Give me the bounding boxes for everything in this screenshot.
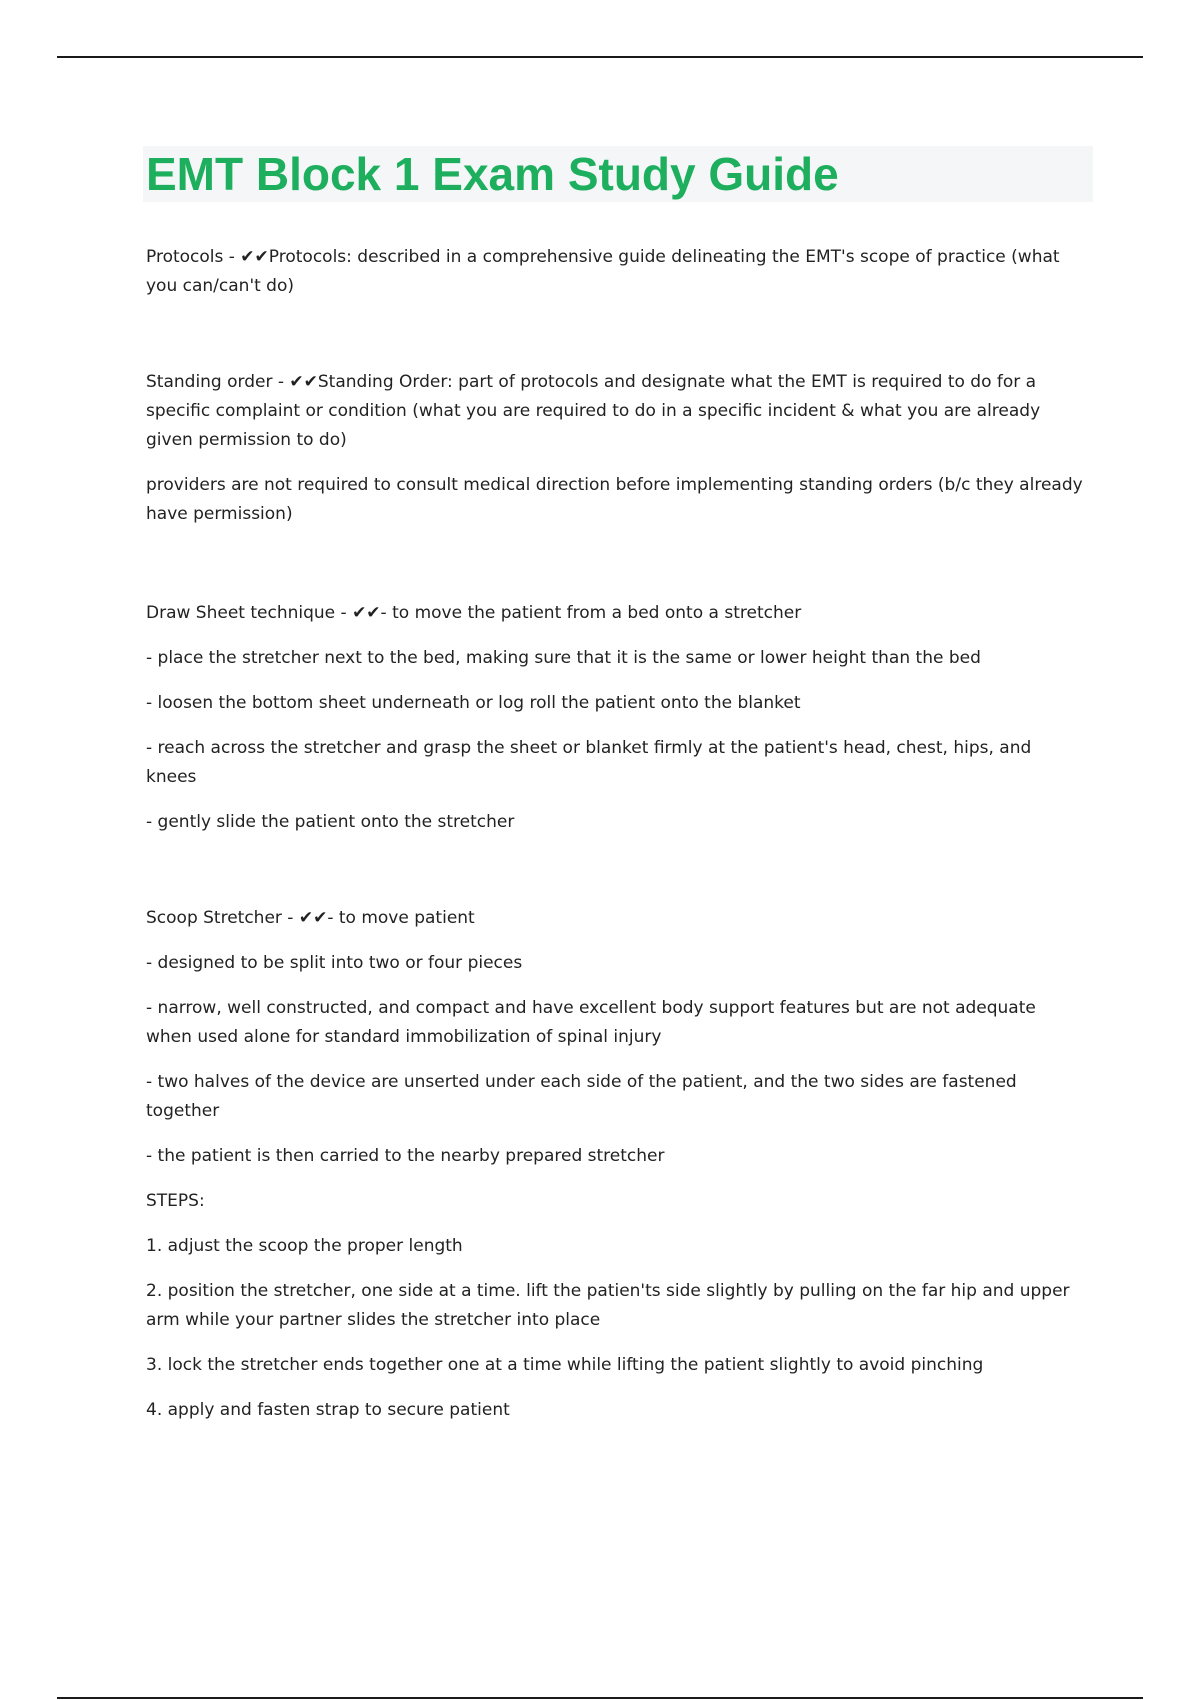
paragraph: - place the stretcher next to the bed, making sure that it is the same or lower height than the bed — [146, 648, 981, 668]
paragraph: Scoop Stretcher - ✔✔- to move patient — [146, 908, 475, 928]
paragraph: - two halves of the device are unserted under each side of the patient, and the two sides are fastened together — [146, 1072, 1017, 1121]
step-item: 4. apply and fasten strap to secure patient — [146, 1400, 510, 1420]
step-item: 3. lock the stretcher ends together one at a time while lifting the patient slightly to avoid pinching — [146, 1355, 984, 1375]
paragraph: - reach across the stretcher and grasp the sheet or blanket firmly at the patient's head, chest, hips, and knees — [146, 738, 1032, 787]
section-standing-order — [146, 368, 1086, 529]
header-rule — [57, 56, 1143, 58]
steps-heading: STEPS: — [146, 1191, 205, 1211]
step-item: 1. adjust the scoop the proper length — [146, 1236, 463, 1256]
paragraph: - narrow, well constructed, and compact and have excellent body support features but are not adequate when used alone for standard immobilization of spinal injury — [146, 998, 1036, 1047]
paragraph: - the patient is then carried to the nearby prepared stretcher — [146, 1146, 665, 1166]
paragraph: - designed to be split into two or four pieces — [146, 953, 523, 973]
page-title: EMT Block 1 Exam Study Guide — [146, 148, 839, 200]
section-draw-sheet — [146, 599, 1086, 837]
paragraph: - gently slide the patient onto the stretcher — [146, 812, 515, 832]
section-protocols — [146, 243, 1086, 301]
footer-rule — [57, 1697, 1143, 1699]
paragraph: Protocols - ✔✔Protocols: described in a comprehensive guide delineating the EMT's scope of practice (what you can/can't do) — [146, 247, 1060, 296]
paragraph: providers are not required to consult medical direction before implementing standing orders (b/c they already have permission) — [146, 475, 1083, 524]
paragraph: - loosen the bottom sheet underneath or log roll the patient onto the blanket — [146, 693, 801, 713]
paragraph: Standing order - ✔✔Standing Order: part of protocols and designate what the EMT is required to do for a specific complaint or condition (what you are required to do in a specific incident & what you are already given permission to do) — [146, 372, 1041, 450]
section-scoop-stretcher — [146, 904, 1086, 1425]
paragraph: Draw Sheet technique - ✔✔- to move the patient from a bed onto a stretcher — [146, 603, 802, 623]
step-item: 2. position the stretcher, one side at a time. lift the patien'ts side slightly by pulling on the far hip and upper arm while your partner slides the stretcher into place — [146, 1281, 1070, 1330]
